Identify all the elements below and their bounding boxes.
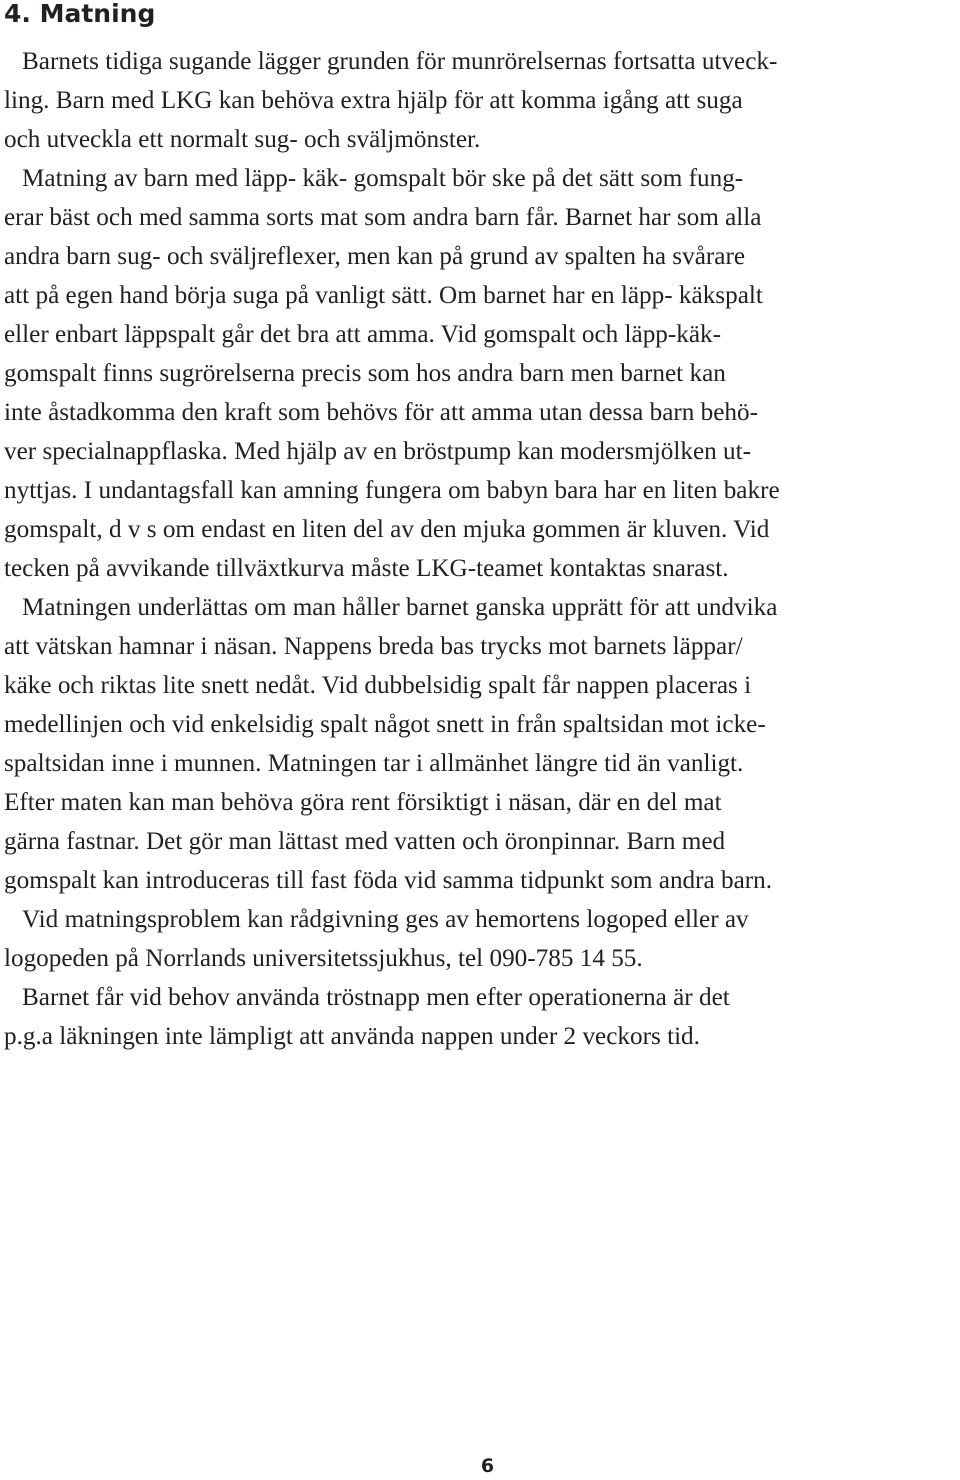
text-line: andra barn sug- och sväljreflexer, men kan på grund av spalten ha svårare — [4, 243, 746, 270]
text-line: erar bäst och med samma sorts mat som andra barn får. Barnet har som alla — [4, 204, 762, 231]
text-line: Barnet får vid behov använda tröstnapp men efter operationerna är det — [22, 984, 730, 1011]
text-line: tecken på avvikande tillväxtkurva måste LKG-teamet kontaktas snarast. — [4, 555, 729, 582]
text-line: käke och riktas lite snett nedåt. Vid dubbelsidig spalt får nappen placeras i — [4, 672, 752, 699]
text-line: inte åstadkomma den kraft som behövs för att amma utan dessa barn behö- — [4, 399, 759, 426]
text-line: gomspalt, d v s om endast en liten del av den mjuka gommen är kluven. Vid — [4, 516, 770, 543]
text-line: Matningen underlättas om man håller barnet ganska upprätt för att undvika — [22, 594, 778, 621]
text-line: logopeden på Norrlands universitetssjukhus, tel 090-785 14 55. — [4, 945, 643, 972]
text-line: ver specialnappflaska. Med hjälp av en bröstpump kan modersmjölken ut- — [4, 438, 752, 465]
text-line: gomspalt kan introduceras till fast föda vid samma tidpunkt som andra barn. — [4, 867, 773, 894]
text-line: Vid matningsproblem kan rådgivning ges av hemortens logoped eller av — [22, 906, 749, 933]
text-line: Barnets tidiga sugande lägger grunden för munrörelsernas fortsatta utveck- — [22, 48, 778, 75]
text-line: att på egen hand börja suga på vanligt sätt. Om barnet har en läpp- käkspalt — [4, 282, 763, 309]
text-line: Matning av barn med läpp- käk- gomspalt bör ske på det sätt som fung- — [22, 165, 744, 192]
text-line: Efter maten kan man behöva göra rent försiktigt i näsan, där en del mat — [4, 789, 722, 816]
text-line: eller enbart läppspalt går det bra att amma. Vid gomspalt och läpp-käk- — [4, 321, 722, 348]
text-line: medellinjen och vid enkelsidig spalt något snett in från spaltsidan mot icke- — [4, 711, 766, 738]
text-line: och utveckla ett normalt sug- och sväljmönster. — [4, 126, 481, 153]
body-text — [4, 42, 960, 1056]
section-heading: 4. Matning — [4, 0, 156, 28]
text-line: gärna fastnar. Det gör man lättast med vatten och öronpinnar. Barn med — [4, 828, 726, 855]
text-line: spaltsidan inne i munnen. Matningen tar i allmänhet längre tid än vanligt. — [4, 750, 744, 777]
text-line: nyttjas. I undantagsfall kan amning fungera om babyn bara har en liten bakre — [4, 477, 780, 504]
text-line: gomspalt finns sugrörelserna precis som hos andra barn men barnet kan — [4, 360, 726, 387]
text-line: ling. Barn med LKG kan behöva extra hjälp för att komma igång att suga — [4, 87, 743, 114]
text-line: att vätskan hamnar i näsan. Nappens breda bas trycks mot barnets läppar/ — [4, 633, 743, 660]
page-number: 6 — [480, 1455, 495, 1477]
text-line: p.g.a läkningen inte lämpligt att använda nappen under 2 veckors tid. — [4, 1023, 700, 1050]
